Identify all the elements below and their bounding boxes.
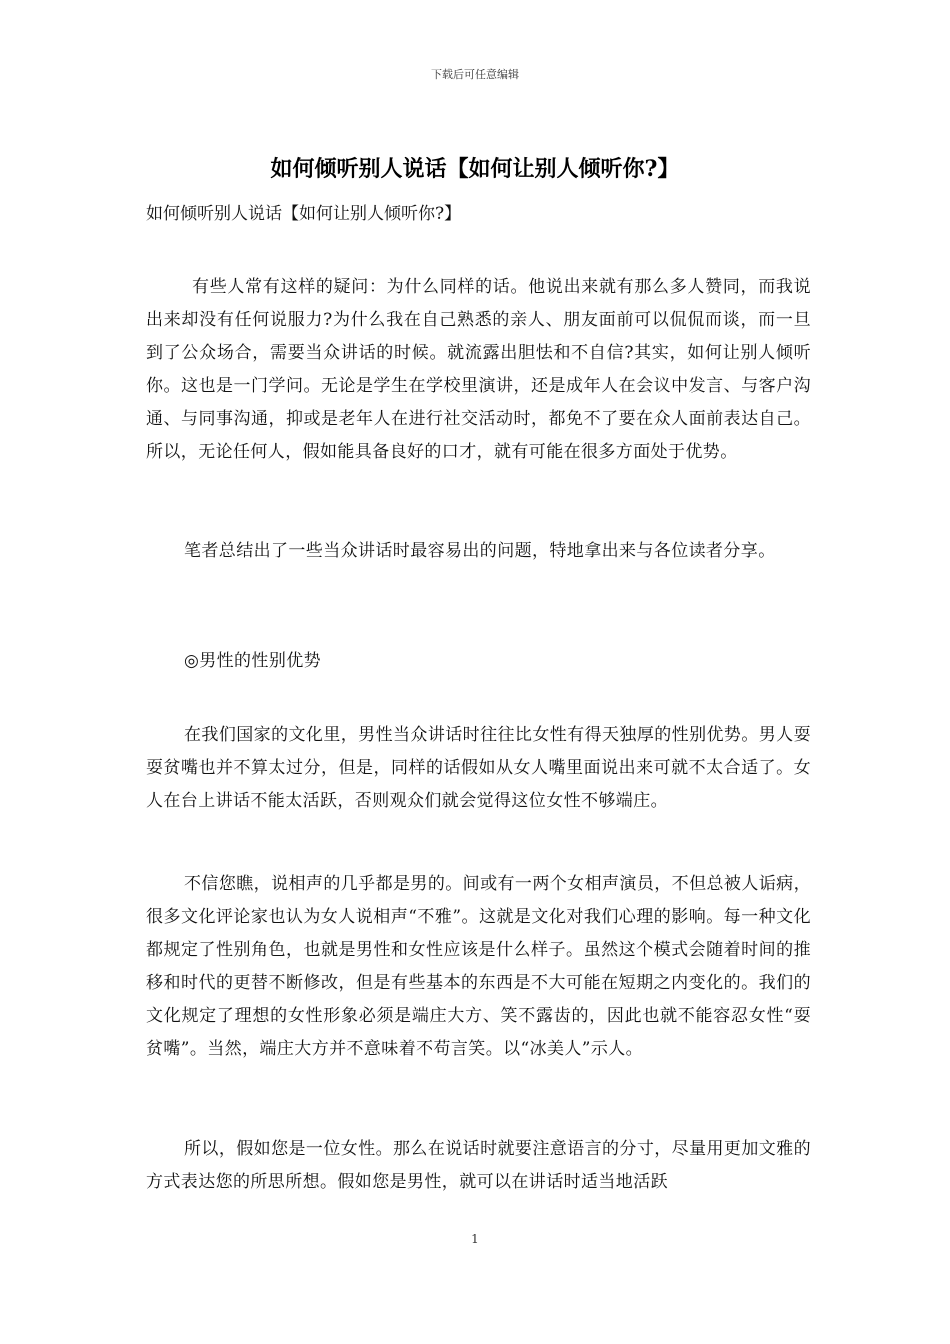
paragraph-gender-advantage: 在我们国家的文化里，男性当众讲话时往往比女性有得天独厚的性别优势。男人耍耍贫嘴也并不算太过分，但是，同样的话假如从女人嘴里面说出来可就不太合适了。女人在台上讲话不能太活跃，否则观众们就会觉得这位女性不够端庄。 xyxy=(146,725,811,811)
paragraph-intro: 有些人常有这样的疑问：为什么同样的话。他说出来就有那么多人赞同，而我说出来却没有任何说服力?为什么我在自己熟悉的亲人、朋友面前可以侃侃而谈，而一旦到了公众场合，需要当众讲话的时候。就流露出胆怯和不自信?其实，如何让别人倾听你。这也是一门学问。无论是学生在学校里演讲，还是成年人在会议中发言、与客户沟通、与同事沟通，抑或是老年人在进行社交活动时，都免不了要在众人面前表达自己。所以，无论任何人，假如能具备良好的口才，就有可能在很多方面处于优势。 xyxy=(146,277,811,462)
document-title: 如何倾听别人说话【如何让别人倾听你?】 xyxy=(270,156,680,182)
paragraph-crosstalk: 不信您瞧，说相声的几乎都是男的。间或有一两个女相声演员，不但总被人诟病，很多文化评论家也认为女人说相声“不雅”。这就是文化对我们心理的影响。每一种文化都规定了性别角色，也就是男性和女性应该是什么样子。虽然这个模式会随着时间的推移和时代的更替不断修改，但是有些基本的东西是不大可能在短期之内变化的。我们的文化规定了理想的女性形象必须是端庄大方、笑不露齿的，因此也就不能容忍女性“耍贫嘴”。当然，端庄大方并不意味着不苟言笑。以“冰美人”示人。 xyxy=(146,874,811,1059)
document-subtitle: 如何倾听别人说话【如何让别人倾听你?】 xyxy=(146,204,462,224)
section-heading: ◎男性的性别优势 xyxy=(184,651,322,671)
header-note: 下载后可任意编辑 xyxy=(431,68,519,81)
paragraph-advice: 所以，假如您是一位女性。那么在说话时就要注意语言的分寸，尽量用更加文雅的方式表达您的所思所想。假如您是男性，就可以在讲话时适当地活跃 xyxy=(146,1139,811,1192)
paragraph-summary: 笔者总结出了一些当众讲话时最容易出的问题，特地拿出来与各位读者分享。 xyxy=(184,541,776,561)
page-number: 1 xyxy=(471,1232,479,1246)
